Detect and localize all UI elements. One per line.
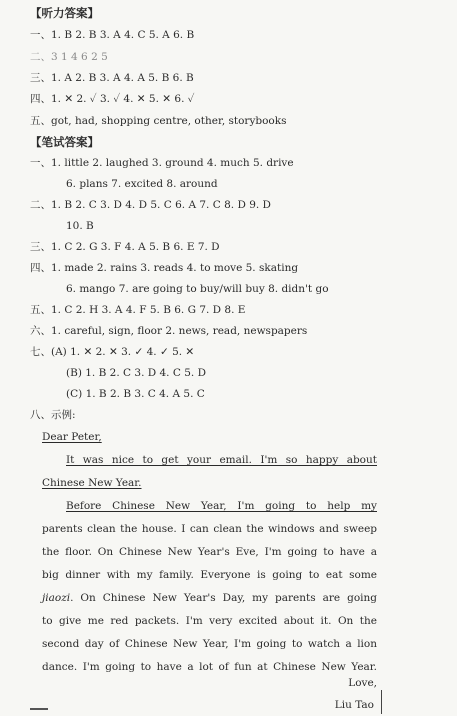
letter-paragraph-2-line-8: dance. I'm going to have a lot of fun at Chinese New Year. — [42, 661, 377, 673]
letter-p2-line-5-rest: . On Chinese New Year's Day, my parents are going — [70, 592, 377, 604]
listening-section-1: 一、1. B 2. B 3. A 4. C 5. A 6. B — [30, 29, 195, 41]
listening-section-4: 四、1. ✕ 2. ✓ 3. ✓ 4. ✕ 5. ✕ 6. ✓ — [30, 93, 195, 105]
written-answers-header: 【笔试答案】 — [30, 135, 99, 149]
written-section-6: 六、1. careful, sign, floor 2. news, read, newspapers — [30, 325, 308, 337]
written-section-3: 三、1. C 2. G 3. F 4. A 5. B 6. E 7. D — [30, 241, 220, 253]
listening-section-3: 三、1. A 2. B 3. A 4. A 5. B 6. B — [30, 72, 194, 84]
letter-signature: Liu Tao — [334, 699, 374, 711]
page-corner-mark — [30, 708, 48, 710]
letter-paragraph-2-line-7: second day of Chinese New Year, I'm going to watch a lion — [42, 638, 377, 650]
letter-paragraph-2-line-6: to give me red packets. I'm very excited about it. On the — [42, 615, 377, 627]
written-section-7b: (B) 1. B 2. C 3. D 4. C 5. D — [66, 367, 206, 379]
written-section-2: 二、1. B 2. C 3. D 4. D 5. C 6. A 7. C 8. D 9. D — [30, 199, 271, 211]
written-section-7c: (C) 1. B 2. B 3. C 4. A 5. C — [66, 388, 205, 400]
written-section-7a: 七、(A) 1. ✕ 2. ✕ 3. ✓ 4. ✓ 5. ✕ — [30, 346, 195, 358]
letter-paragraph-2-line-5 — [42, 591, 377, 605]
letter-jiaozi-italic: jiaozi — [42, 592, 71, 604]
written-section-1-cont: 6. plans 7. excited 8. around — [66, 178, 218, 190]
letter-paragraph-2-line-4: big dinner with my family. Everyone is going to eat some — [42, 569, 377, 581]
listening-section-2: 二、3 1 4 6 2 5 — [30, 51, 108, 63]
listening-section-5: 五、got, had, shopping centre, other, storybooks — [30, 115, 287, 127]
letter-paragraph-1-line-1: It was nice to get your email. I'm so happy about — [66, 454, 377, 466]
written-section-1: 一、1. little 2. laughed 3. ground 4. much 5. drive — [30, 157, 294, 169]
listening-answers-header: 【听力答案】 — [30, 6, 99, 20]
letter-paragraph-1-line-2: Chinese New Year. — [42, 477, 142, 489]
letter-closing: Love, — [348, 677, 377, 689]
letter-greeting: Dear Peter, — [42, 431, 102, 443]
letter-paragraph-2-line-2: parents clean the house. I can clean the windows and sweep — [42, 523, 377, 535]
written-section-4-cont: 6. mango 7. are going to buy/will buy 8. didn't go — [66, 283, 329, 295]
page-edge-rule — [381, 690, 382, 714]
letter-paragraph-2-line-3: the floor. On Chinese New Year's Eve, I'm going to have a — [42, 546, 377, 558]
written-section-5: 五、1. C 2. H 3. A 4. F 5. B 6. G 7. D 8. E — [30, 304, 246, 316]
written-section-2-cont: 10. B — [66, 220, 94, 232]
letter-p2-line-1-text: Before Chinese New Year, I'm going to help my — [66, 500, 377, 512]
written-section-4: 四、1. made 2. rains 3. reads 4. to move 5. skating — [30, 262, 299, 274]
written-section-8-label: 八、示例: — [30, 409, 76, 421]
letter-paragraph-2-line-1 — [66, 499, 377, 513]
